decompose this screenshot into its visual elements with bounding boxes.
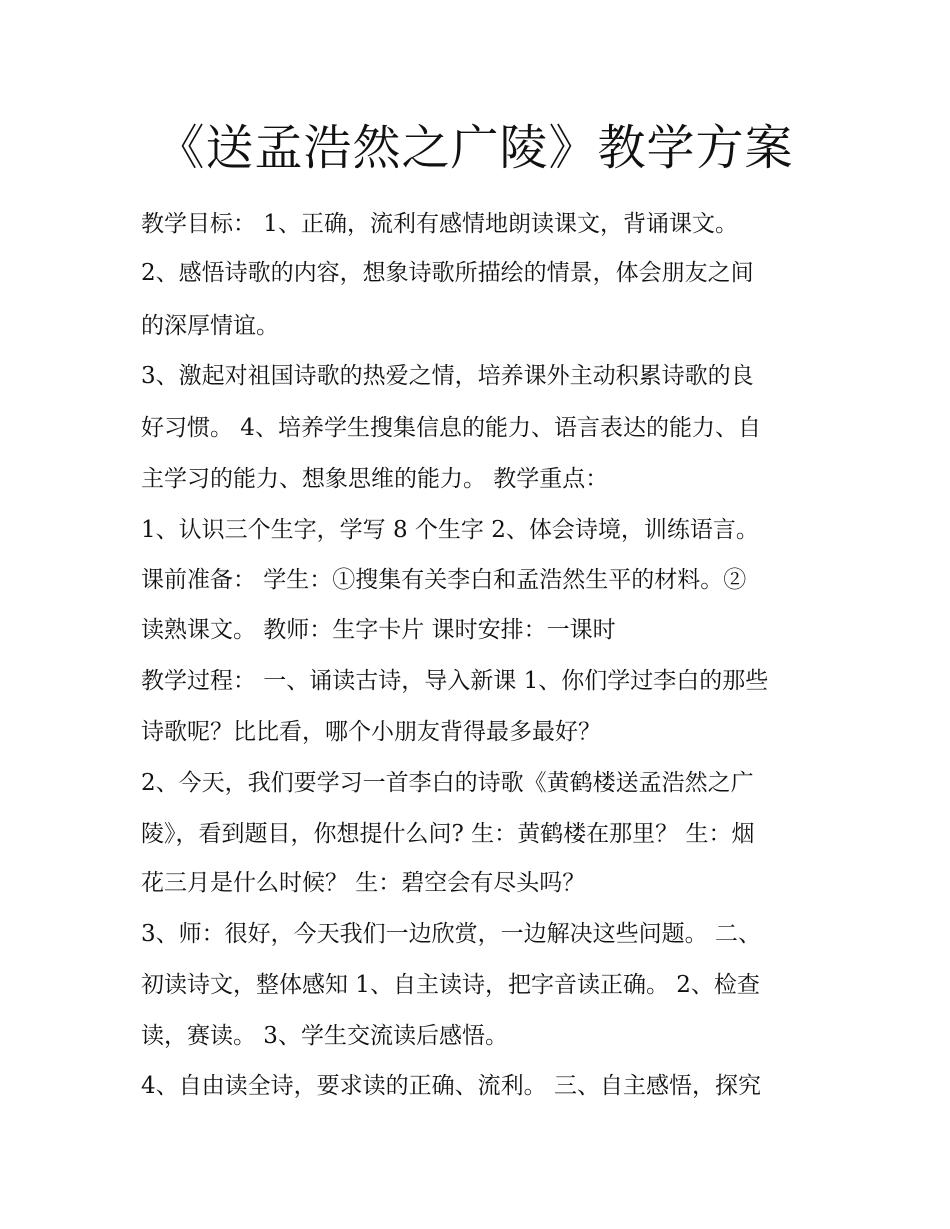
text-line: 读，赛读。 3、学生交流读后感悟。 (141, 1023, 508, 1049)
text-line: 课前准备： 学生：①搜集有关李白和孟浩然生平的材料。② (141, 567, 747, 593)
text-line: 陵》，看到题目，你想提什么问? 生：黄鹤楼在那里？ 生：烟 (141, 821, 755, 847)
text-line: 读熟课文。 教师：生字卡片 课时安排：一课时 (141, 617, 616, 643)
text-line: 诗歌呢？比比看，哪个小朋友背得最多最好？ (141, 719, 601, 745)
text-line: 花三月是什么时候？ 生：碧空会有尽头吗？ (141, 870, 586, 896)
text-line: 教学目标： 1、正确，流利有感情地朗读课文，背诵课文。 (141, 211, 738, 237)
document-title: 《送孟浩然之广陵》教学方案 (156, 120, 794, 176)
text-line: 2、感悟诗歌的内容，想象诗歌所描绘的情景，体会朋友之间 (141, 260, 754, 286)
text-line: 1、认识三个生字，学写 8 个生字 2、体会诗境，训练语言。 (141, 517, 759, 543)
text-line: 4、自由读全诗，要求读的正确、流利。 三、自主感悟，探究 (141, 1073, 761, 1099)
text-line: 2、今天，我们要学习一首李白的诗歌《黄鹤楼送孟浩然之广 (141, 770, 754, 796)
text-line: 3、激起对祖国诗歌的热爱之情，培养课外主动积累诗歌的良 (141, 363, 754, 389)
text-line: 的深厚情谊。 (141, 313, 279, 339)
text-line: 好习惯。 4、培养学生搜集信息的能力、语言表达的能力、自 (141, 415, 761, 441)
text-line: 主学习的能力、想象思维的能力。 教学重点： (141, 466, 609, 492)
text-line: 初读诗文，整体感知 1、自主读诗，把字音读正确。 2、检查 (141, 972, 760, 998)
text-line: 3、师：很好，今天我们一边欣赏，一边解决这些问题。 二、 (141, 921, 761, 947)
text-line: 教学过程： 一、诵读古诗，导入新课 1、你们学过李白的那些 (141, 668, 769, 694)
